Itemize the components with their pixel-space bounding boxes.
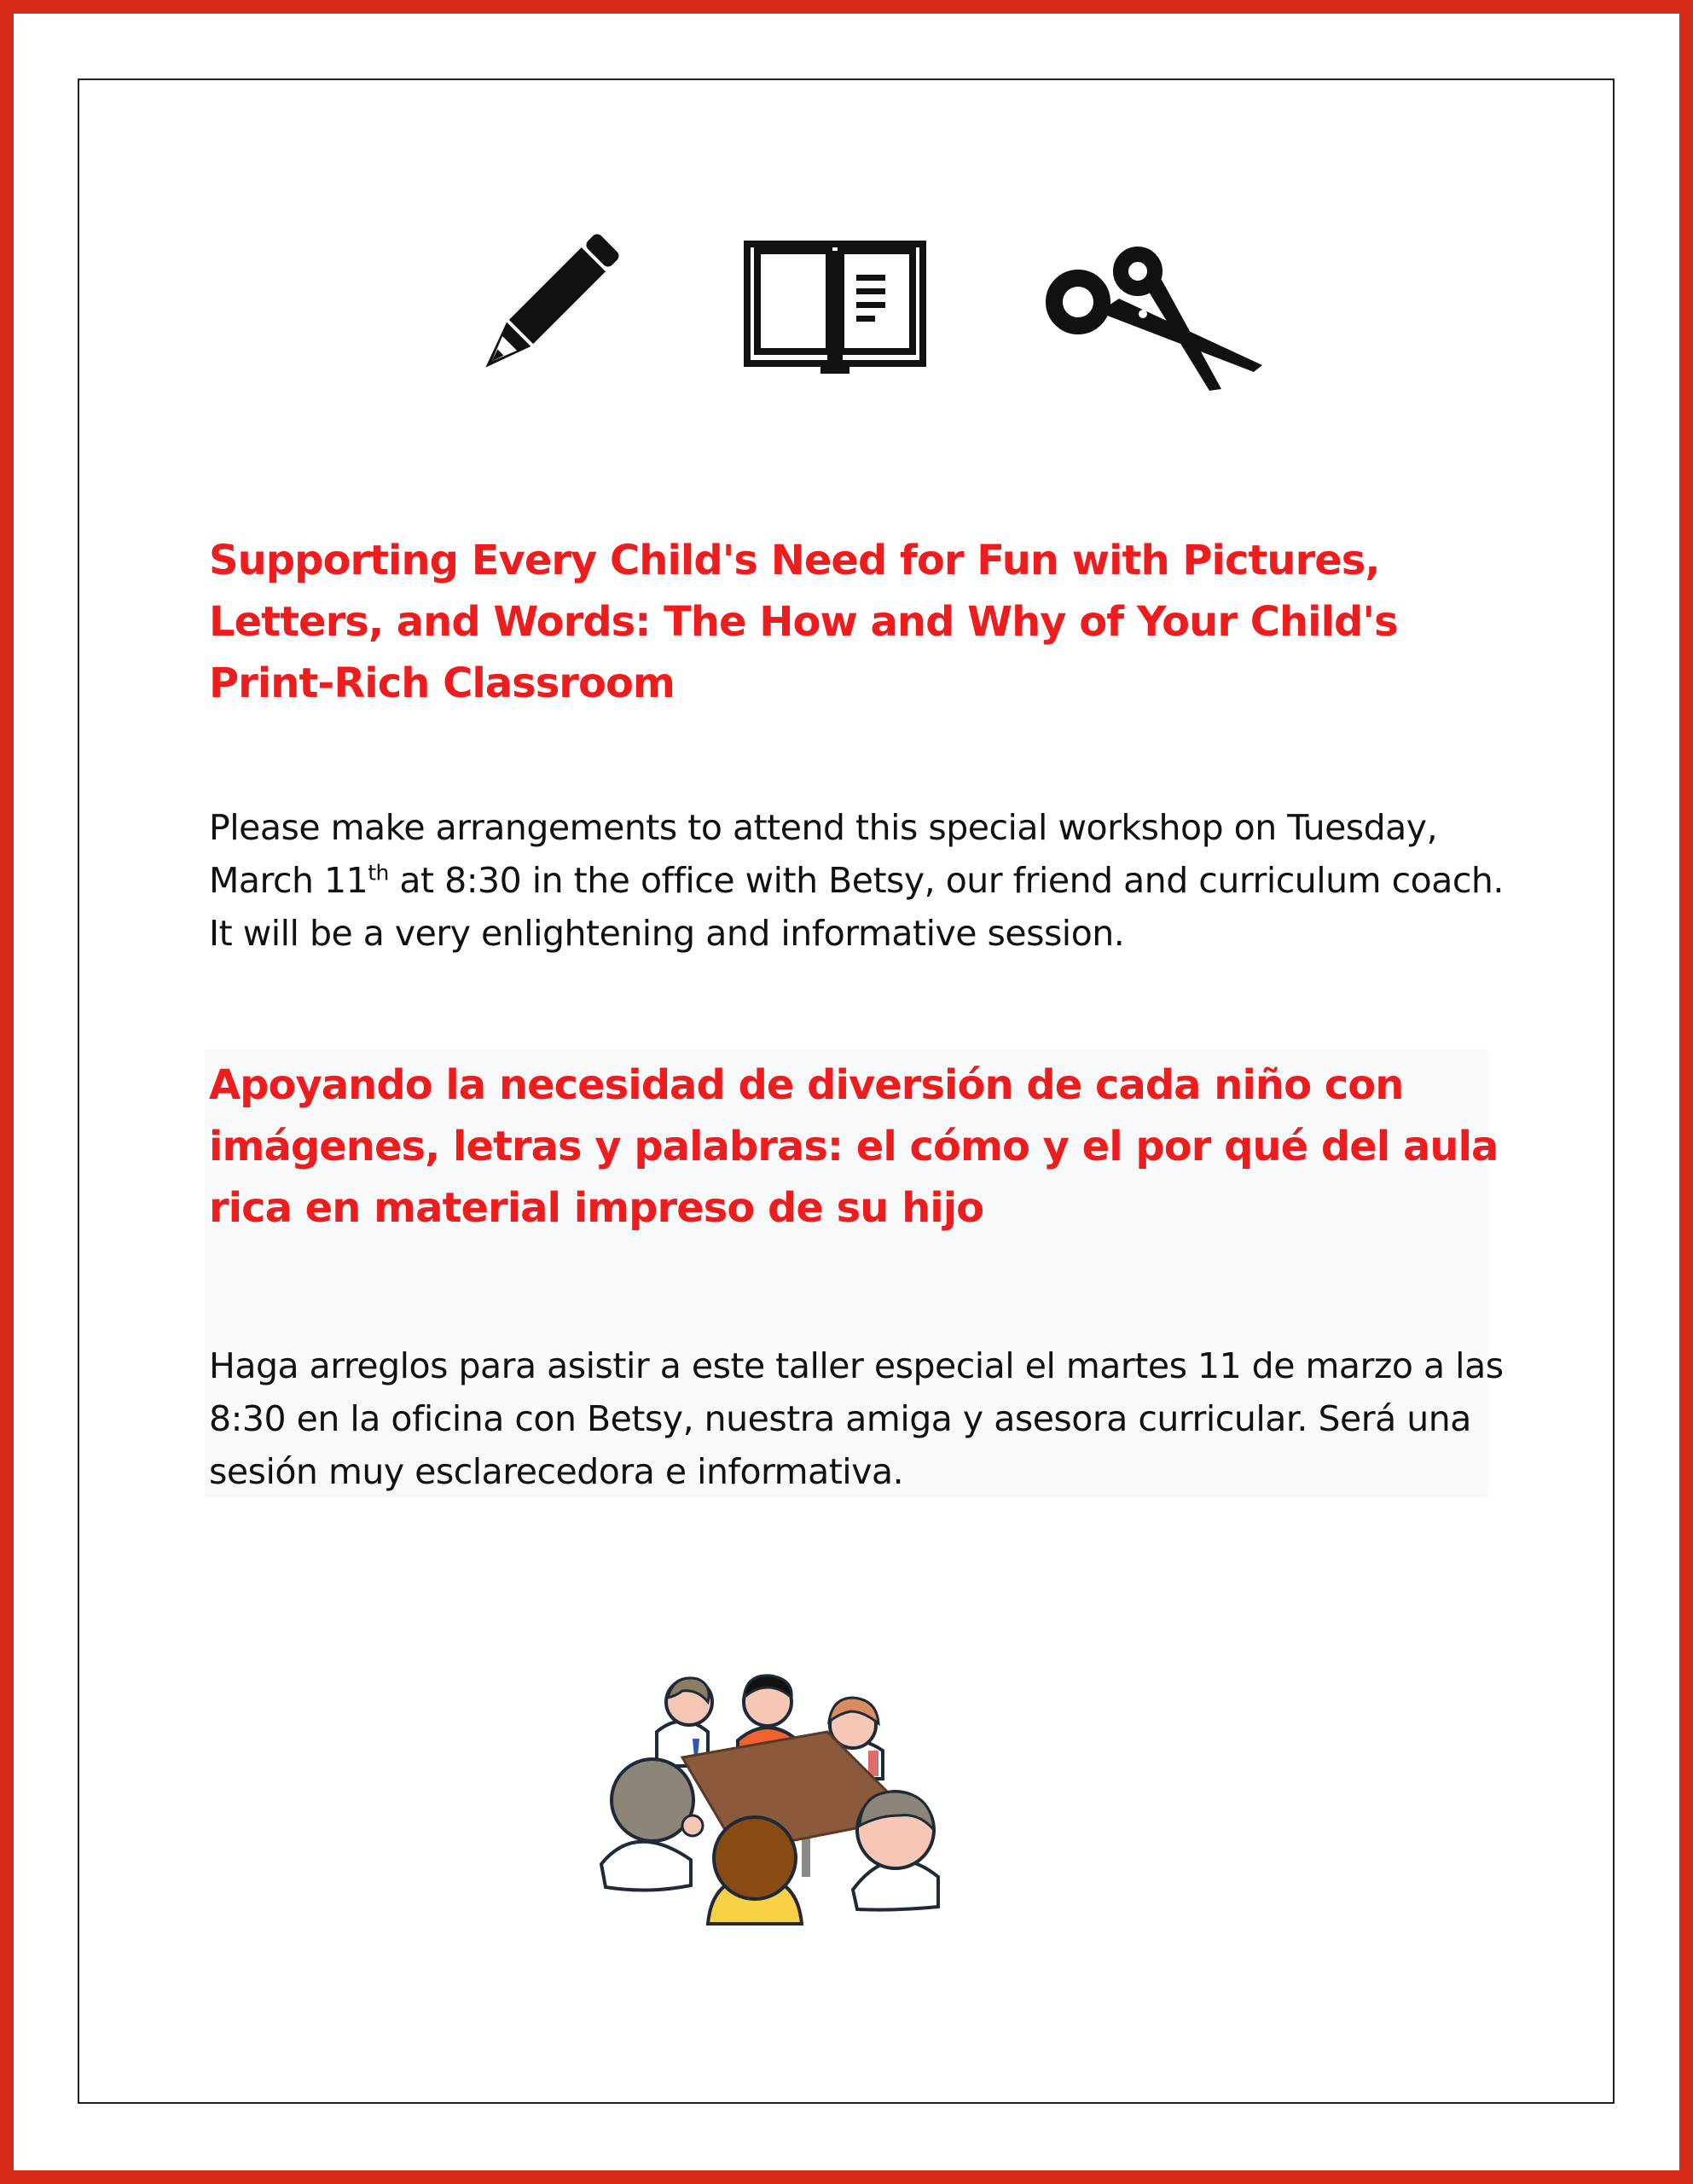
date-superscript: th [368, 860, 389, 886]
scissors-icon [1042, 244, 1266, 393]
book-icon [744, 241, 926, 375]
spanish-body: Haga arreglos para asistir a este taller especial el martes 11 de marzo a las 8:30 en la oficina con Betsy, nuestra amiga y asesora curricular. Será una sesión muy esclarecedora e informativa. [209, 1345, 1504, 1492]
meeting-table-icon [597, 1664, 955, 1928]
english-body-text: Please make arrangements to attend this special workshop on Tuesday, March 11 [209, 807, 1438, 901]
english-body [209, 801, 1505, 960]
english-body-text-continued: at 8:30 in the office with Betsy, our friend and curriculum coach. It will be a very enlightening and informative session. [209, 860, 1504, 954]
spanish-title: Apoyando la necesidad de diversión de cada niño con imágenes, letras y palabras: el cómo y el por qué del aula rica en material impreso de su hijo [209, 1061, 1499, 1232]
english-title: Supporting Every Child's Need for Fun with Pictures, Letters, and Words: The How and Why of Your Child's Print-Rich Classroom [209, 537, 1398, 707]
pencil-icon [461, 222, 631, 392]
